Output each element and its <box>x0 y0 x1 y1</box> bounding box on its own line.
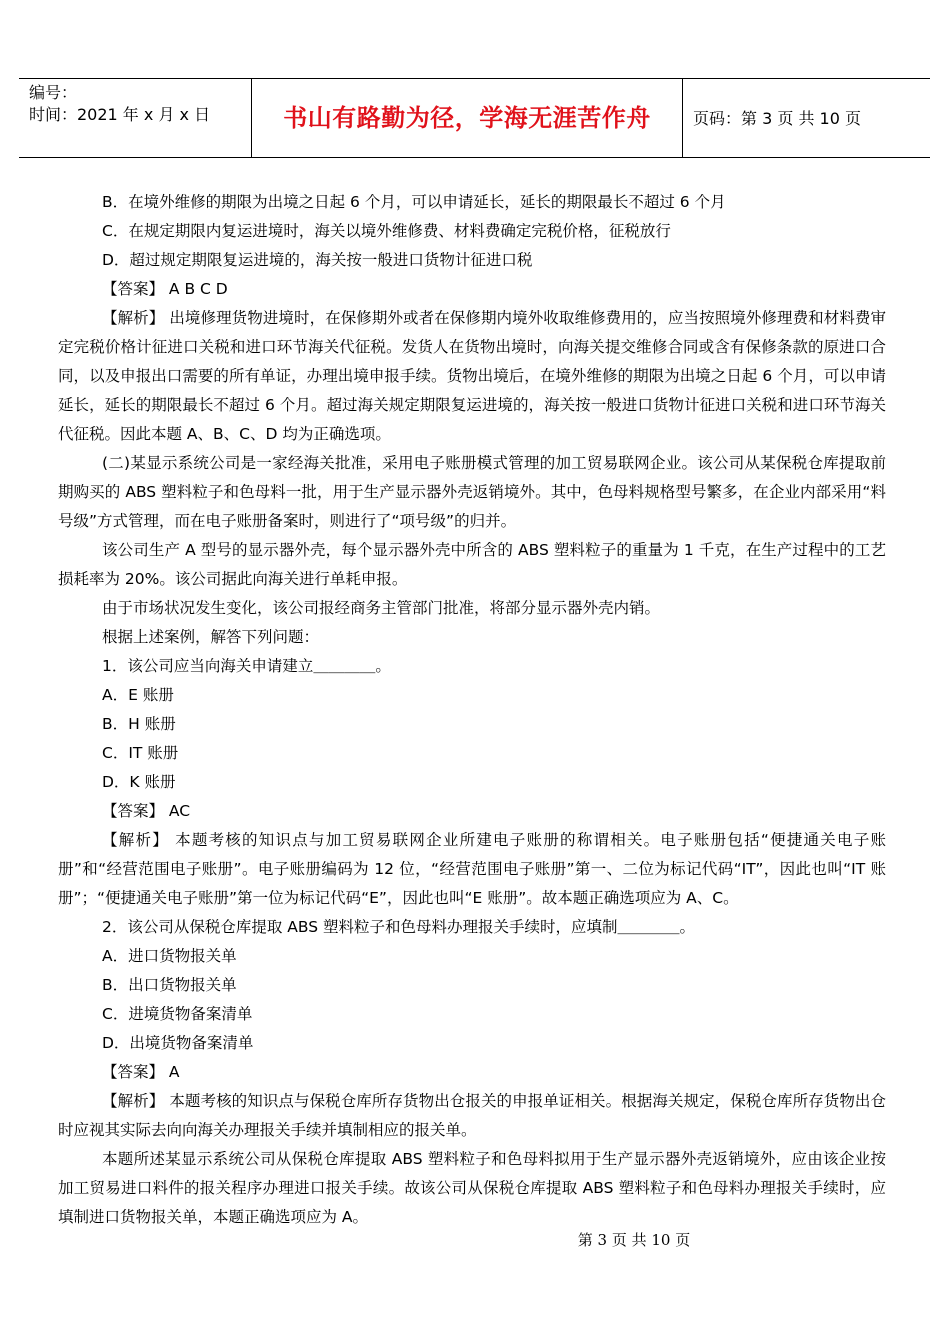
paragraph: 根据上述案例，解答下列问题： <box>102 628 320 646</box>
paragraph: 【答案】 A <box>102 1063 180 1081</box>
paragraph: B．在境外维修的期限为出境之日起 6 个月，可以申请延长，延长的期限最长不超过 6 个月 <box>102 193 726 211</box>
header-middle-cell <box>252 79 683 157</box>
document-number-label: 编号： <box>29 83 78 102</box>
header-right-cell <box>683 79 930 157</box>
paragraph: (二)某显示系统公司是一家经海关批准，采用电子账册模式管理的加工贸易联网企业。该公司从某保税仓库提取前期购买的 ABS 塑料粒子和色母料一批，用于生产显示器外壳返销境外。其中，色母料规格型号繁多，在企业内部采用“料号级”方式管理，而在电子账册备案时，则进行了“项号级”的归并。 <box>58 454 886 530</box>
document-body <box>58 188 886 1232</box>
header-motto: 书山有路勤为径，学海无涯苦作舟 <box>283 103 651 132</box>
paragraph: B．出口货物报关单 <box>102 976 237 994</box>
paragraph: D．出境货物备案清单 <box>102 1034 254 1052</box>
document-date-label: 时间：2021 年 x 月 x 日 <box>29 105 211 124</box>
page-header <box>19 78 930 158</box>
paragraph: 【答案】 AC <box>102 802 191 820</box>
paragraph: 【解析】 本题考核的知识点与保税仓库所存货物出仓报关的申报单证相关。根据海关规定，保税仓库所存货物出仓时应视其实际去向向海关办理报关手续并填制相应的报关单。 <box>58 1092 886 1139</box>
header-left-cell <box>19 79 252 157</box>
paragraph: 由于市场状况发生变化，该公司报经商务主管部门批准，将部分显示器外壳内销。 <box>102 599 661 617</box>
paragraph: B．H 账册 <box>102 715 176 733</box>
paragraph: 1．该公司应当向海关申请建立＿＿＿＿。 <box>102 657 391 675</box>
paragraph: A．进口货物报关单 <box>102 947 237 965</box>
footer-page-number: 第 3 页 共 10 页 <box>577 1231 691 1249</box>
paragraph: A．E 账册 <box>102 686 174 704</box>
paragraph: 【答案】 A B C D <box>102 280 228 298</box>
paragraph: C．进境货物备案清单 <box>102 1005 253 1023</box>
paragraph: C．IT 账册 <box>102 744 179 762</box>
paragraph: 【解析】 出境修理货物进境时，在保修期外或者在保修期内境外收取维修费用的，应当按照境外修理费和材料费审定完税价格计征进口关税和进口环节海关代征税。发货人在货物出境时，向海关提交维修合同或含有保修条款的原进口合同，以及申报出口需要的所有单证，办理出境申报手续。货物出境后，在境外维修的期限为出境之日起 6 个月，可以申请延长，延长的期限最长不超过 6 个月。超过海关规定期限复运进境的，海关按一般进口货物计征进口关税和进口环节海关代征税。因此本题 A、B、C、D 均为正确选项。 <box>58 309 886 443</box>
paragraph: 本题所述某显示系统公司从保税仓库提取 ABS 塑料粒子和色母料拟用于生产显示器外壳返销境外，应由该企业按加工贸易进口料件的报关程序办理进口报关手续。故该公司从保税仓库提取 ABS 塑料粒子和色母料办理报关手续时，应填制进口货物报关单，本题正确选项应为 A。 <box>58 1150 886 1226</box>
paragraph: D．K 账册 <box>102 773 176 791</box>
paragraph: C．在规定期限内复运进境时，海关以境外维修费、材料费确定完税价格，征税放行 <box>102 222 671 240</box>
paragraph: 2．该公司从保税仓库提取 ABS 塑料粒子和色母料办理报关手续时，应填制＿＿＿＿。 <box>102 918 696 936</box>
paragraph: D．超过规定期限复运进境的，海关按一般进口货物计征进口税 <box>102 251 533 269</box>
page-footer <box>0 1230 950 1250</box>
paragraph: 该公司生产 A 型号的显示器外壳，每个显示器外壳中所含的 ABS 塑料粒子的重量为 1 千克，在生产过程中的工艺损耗率为 20%。该公司据此向海关进行单耗申报。 <box>58 541 886 588</box>
header-page-info: 页码：第 3 页 共 10 页 <box>693 109 861 128</box>
paragraph: 【解析】 本题考核的知识点与加工贸易联网企业所建电子账册的称谓相关。电子账册包括“便捷通关电子账册”和“经营范围电子账册”。电子账册编码为 12 位，“经营范围电子账册”第一、二位为标记代码“IT”，因此也叫“IT 账册”；“便捷通关电子账册”第一位为标记代码“E”，因此也叫“E 账册”。故本题正确选项应为 A、C。 <box>58 831 886 907</box>
